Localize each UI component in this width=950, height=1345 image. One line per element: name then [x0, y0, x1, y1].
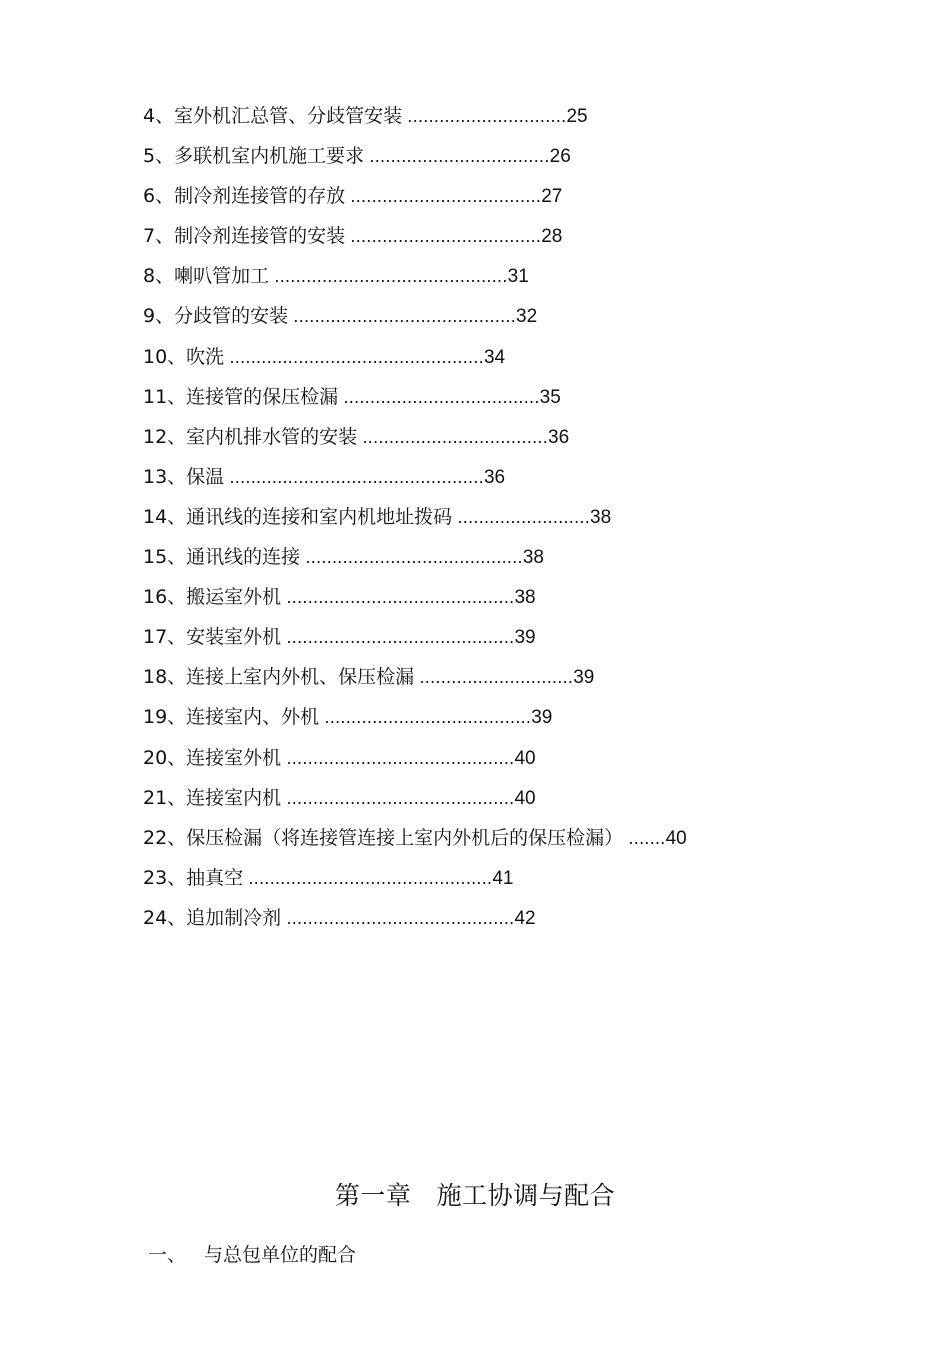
toc-entry — [143, 300, 823, 340]
toc-dot-leader: .................................... — [345, 226, 542, 247]
toc-entry-label: 9、分歧管的安装 — [143, 305, 289, 328]
table-of-contents — [143, 100, 823, 942]
toc-entry — [143, 220, 823, 260]
toc-entry-label: 22、保压检漏（将连接管连接上室内外机后的保压检漏） — [143, 826, 624, 849]
toc-entry — [143, 701, 823, 741]
toc-entry — [143, 541, 823, 581]
section-number: 一、 — [148, 1244, 187, 1266]
toc-entry-label: 17、安装室外机 — [143, 626, 282, 649]
toc-entry-label: 23、抽真空 — [143, 866, 244, 889]
toc-page-number: 35 — [539, 386, 561, 408]
toc-entry-label: 7、制冷剂连接管的安装 — [143, 225, 346, 248]
toc-entry-label: 8、喇叭管加工 — [143, 265, 270, 288]
toc-page-number: 39 — [531, 707, 553, 729]
toc-dot-leader: ......................... — [452, 506, 591, 527]
toc-dot-leader: .............................................. — [243, 867, 493, 888]
toc-entry — [143, 902, 823, 942]
toc-entry-label: 4、室外机汇总管、分歧管安装 — [143, 105, 403, 127]
toc-entry — [143, 140, 823, 180]
chapter-title: 第一章 施工协调与配合 — [334, 1181, 616, 1210]
toc-entry — [143, 862, 823, 902]
toc-dot-leader: ........................................... — [281, 747, 515, 768]
toc-dot-leader: .......................................... — [288, 306, 517, 327]
toc-entry-label: 12、室内机排水管的安装 — [143, 425, 358, 448]
toc-page-number: 42 — [514, 907, 536, 929]
toc-entry — [143, 421, 823, 461]
toc-dot-leader: ........................................... — [281, 787, 515, 808]
toc-page-number: 38 — [590, 506, 612, 528]
section-title: 与总包单位的配合 — [204, 1244, 357, 1266]
toc-page-number: 40 — [514, 747, 536, 769]
toc-dot-leader: ................................... — [357, 426, 549, 447]
toc-entry-label: 10、吹洗 — [143, 345, 225, 368]
toc-entry-label: 11、连接管的保压检漏 — [143, 385, 339, 408]
section-heading — [148, 1240, 356, 1267]
toc-entry-label: 19、连接室内、外机 — [143, 706, 320, 729]
toc-dot-leader: .................................. — [364, 146, 550, 167]
toc-dot-leader: ............................. — [414, 667, 574, 688]
toc-dot-leader: ............................................ — [269, 266, 508, 287]
toc-entry-label: 14、通讯线的连接和室内机地址拨码 — [143, 505, 453, 528]
toc-page-number: 40 — [514, 787, 536, 809]
toc-entry — [143, 180, 823, 220]
toc-page-number: 38 — [522, 547, 544, 569]
toc-page-number: 25 — [566, 106, 588, 127]
toc-entry-label: 21、连接室内机 — [143, 786, 282, 809]
toc-entry — [143, 822, 823, 862]
toc-dot-leader: ........................................... — [281, 907, 515, 928]
toc-dot-leader: ........................................... — [281, 587, 515, 608]
toc-entry — [143, 581, 823, 621]
toc-page-number: 39 — [514, 627, 536, 649]
toc-entry-label: 16、搬运室外机 — [143, 586, 282, 609]
toc-page-number: 40 — [665, 827, 687, 849]
toc-entry — [143, 461, 823, 501]
toc-entry-label: 13、保温 — [143, 465, 225, 488]
toc-dot-leader: ................................................ — [224, 346, 484, 367]
toc-dot-leader: ......................................... — [300, 547, 523, 568]
toc-entry — [143, 341, 823, 381]
toc-dot-leader: ..................................... — [338, 386, 540, 407]
toc-page-number: 41 — [492, 867, 514, 889]
toc-page-number: 32 — [516, 306, 538, 328]
toc-page-number: 34 — [483, 346, 506, 368]
toc-dot-leader: .............................. — [402, 106, 567, 126]
toc-entry — [143, 501, 823, 541]
toc-dot-leader: ................................................ — [224, 466, 484, 487]
toc-entry — [143, 381, 823, 421]
toc-entry — [143, 782, 823, 822]
toc-entry-label: 20、连接室外机 — [143, 746, 282, 769]
toc-entry — [143, 742, 823, 782]
toc-page-number: 39 — [573, 667, 595, 689]
toc-dot-leader: ....... — [623, 827, 666, 848]
toc-page-number: 28 — [541, 226, 563, 248]
toc-entry-label: 6、制冷剂连接管的存放 — [143, 185, 346, 208]
toc-entry — [143, 661, 823, 701]
toc-dot-leader: ....................................... — [319, 707, 532, 728]
toc-entry — [143, 260, 823, 300]
toc-page-number: 36 — [548, 426, 570, 448]
toc-page-number: 26 — [549, 146, 571, 168]
toc-page-number: 38 — [514, 587, 536, 609]
toc-dot-leader: ........................................... — [281, 627, 515, 648]
toc-entry-label: 5、多联机室内机施工要求 — [143, 145, 365, 168]
toc-entry — [143, 621, 823, 661]
toc-page-number: 31 — [507, 266, 529, 288]
toc-page-number: 36 — [483, 466, 506, 488]
toc-entry — [143, 100, 823, 140]
toc-entry-label: 18、连接上室内外机、保压检漏 — [143, 666, 415, 689]
toc-entry-label: 24、追加制冷剂 — [143, 906, 282, 929]
toc-entry-label: 15、通讯线的连接 — [143, 546, 301, 569]
toc-page-number: 27 — [541, 186, 563, 208]
toc-dot-leader: .................................... — [345, 186, 542, 207]
